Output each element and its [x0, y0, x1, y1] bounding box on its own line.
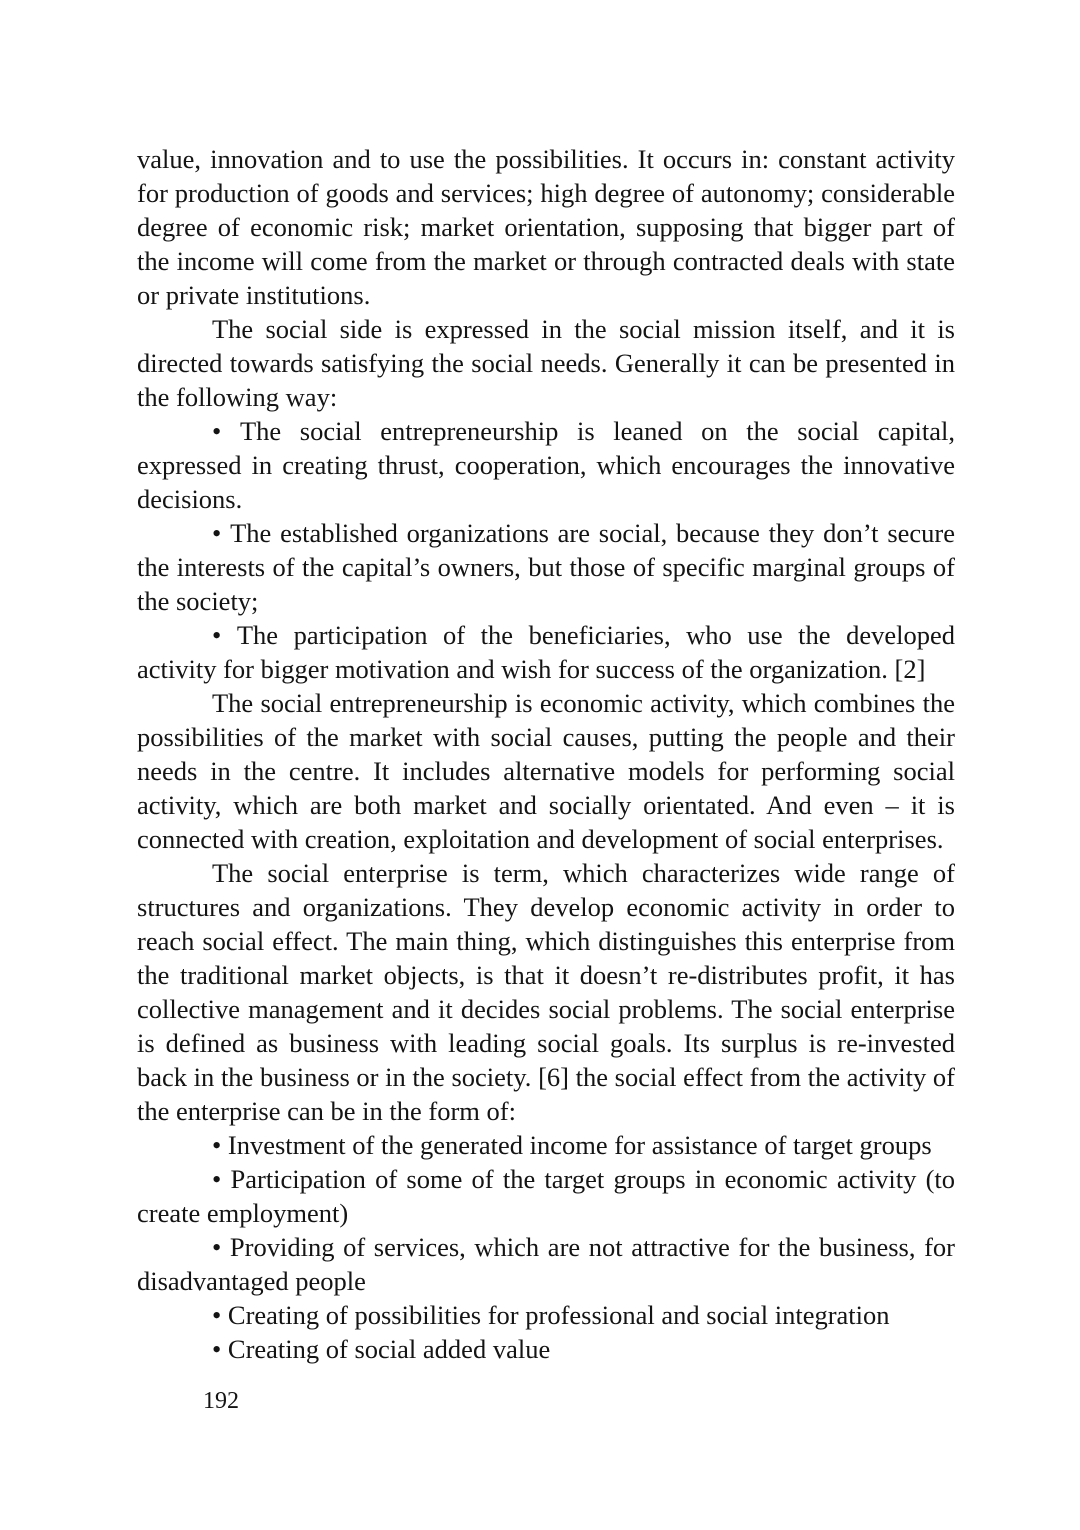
- bullet-item-social-capital: • The social entrepreneurship is leaned on the social capital, expressed in creating thrust, cooperation, which encourages the innovative decisions.: [137, 414, 955, 516]
- bullet-item-providing-services: • Providing of services, which are not attractive for the business, for disadvantaged people: [137, 1230, 955, 1298]
- paragraph-social-entrepreneurship: The social entrepreneurship is economic activity, which combines the possibilities of the market with social causes, putting the people and their needs in the centre. It includes alternative models for performing social activity, which are both market and socially orientated. And even – it is connected with creation, exploitation and development of social enterprises.: [137, 688, 955, 854]
- page-number: 192: [203, 1388, 239, 1414]
- bullet-item-established-organizations: • The established organizations are social, because they don’t secure the interests of the capital’s owners, but those of specific marginal groups of the society;: [137, 516, 955, 618]
- bullet-item-participation: • Participation of some of the target groups in economic activity (to create employment): [137, 1162, 955, 1230]
- bullet-item-added-value: • Creating of social added value: [137, 1332, 955, 1366]
- bullet-item-integration: • Creating of possibilities for professional and social integration: [137, 1298, 955, 1332]
- page-body: [137, 142, 955, 1366]
- paragraph-continuation: value, innovation and to use the possibilities. It occurs in: constant activity for production of goods and services; high degree of autonomy; considerable degree of economic risk; market orientation, supposing that bigger part of the income will come from the market or through contracted deals with state or private institutions.: [137, 144, 955, 310]
- bullet-item-investment: • Investment of the generated income for assistance of target groups: [137, 1128, 955, 1162]
- paragraph-social-side: The social side is expressed in the social mission itself, and it is directed towards satisfying the social needs. Generally it can be presented in the following way:: [137, 314, 955, 412]
- bullet-item-beneficiaries: • The participation of the beneficiaries, who use the developed activity for bigger motivation and wish for success of the organization. [2]: [137, 618, 955, 686]
- paragraph-social-enterprise: The social enterprise is term, which characterizes wide range of structures and organizations. They develop economic activity in order to reach social effect. The main thing, which distinguishes this enterprise from the traditional market objects, is that it doesn’t re-distributes profit, it has collective management and it decides social problems. The social enterprise is defined as business with leading social goals. Its surplus is re-invested back in the business or in the society. [6] the social effect from the activity of the enterprise can be in the form of:: [137, 858, 955, 1126]
